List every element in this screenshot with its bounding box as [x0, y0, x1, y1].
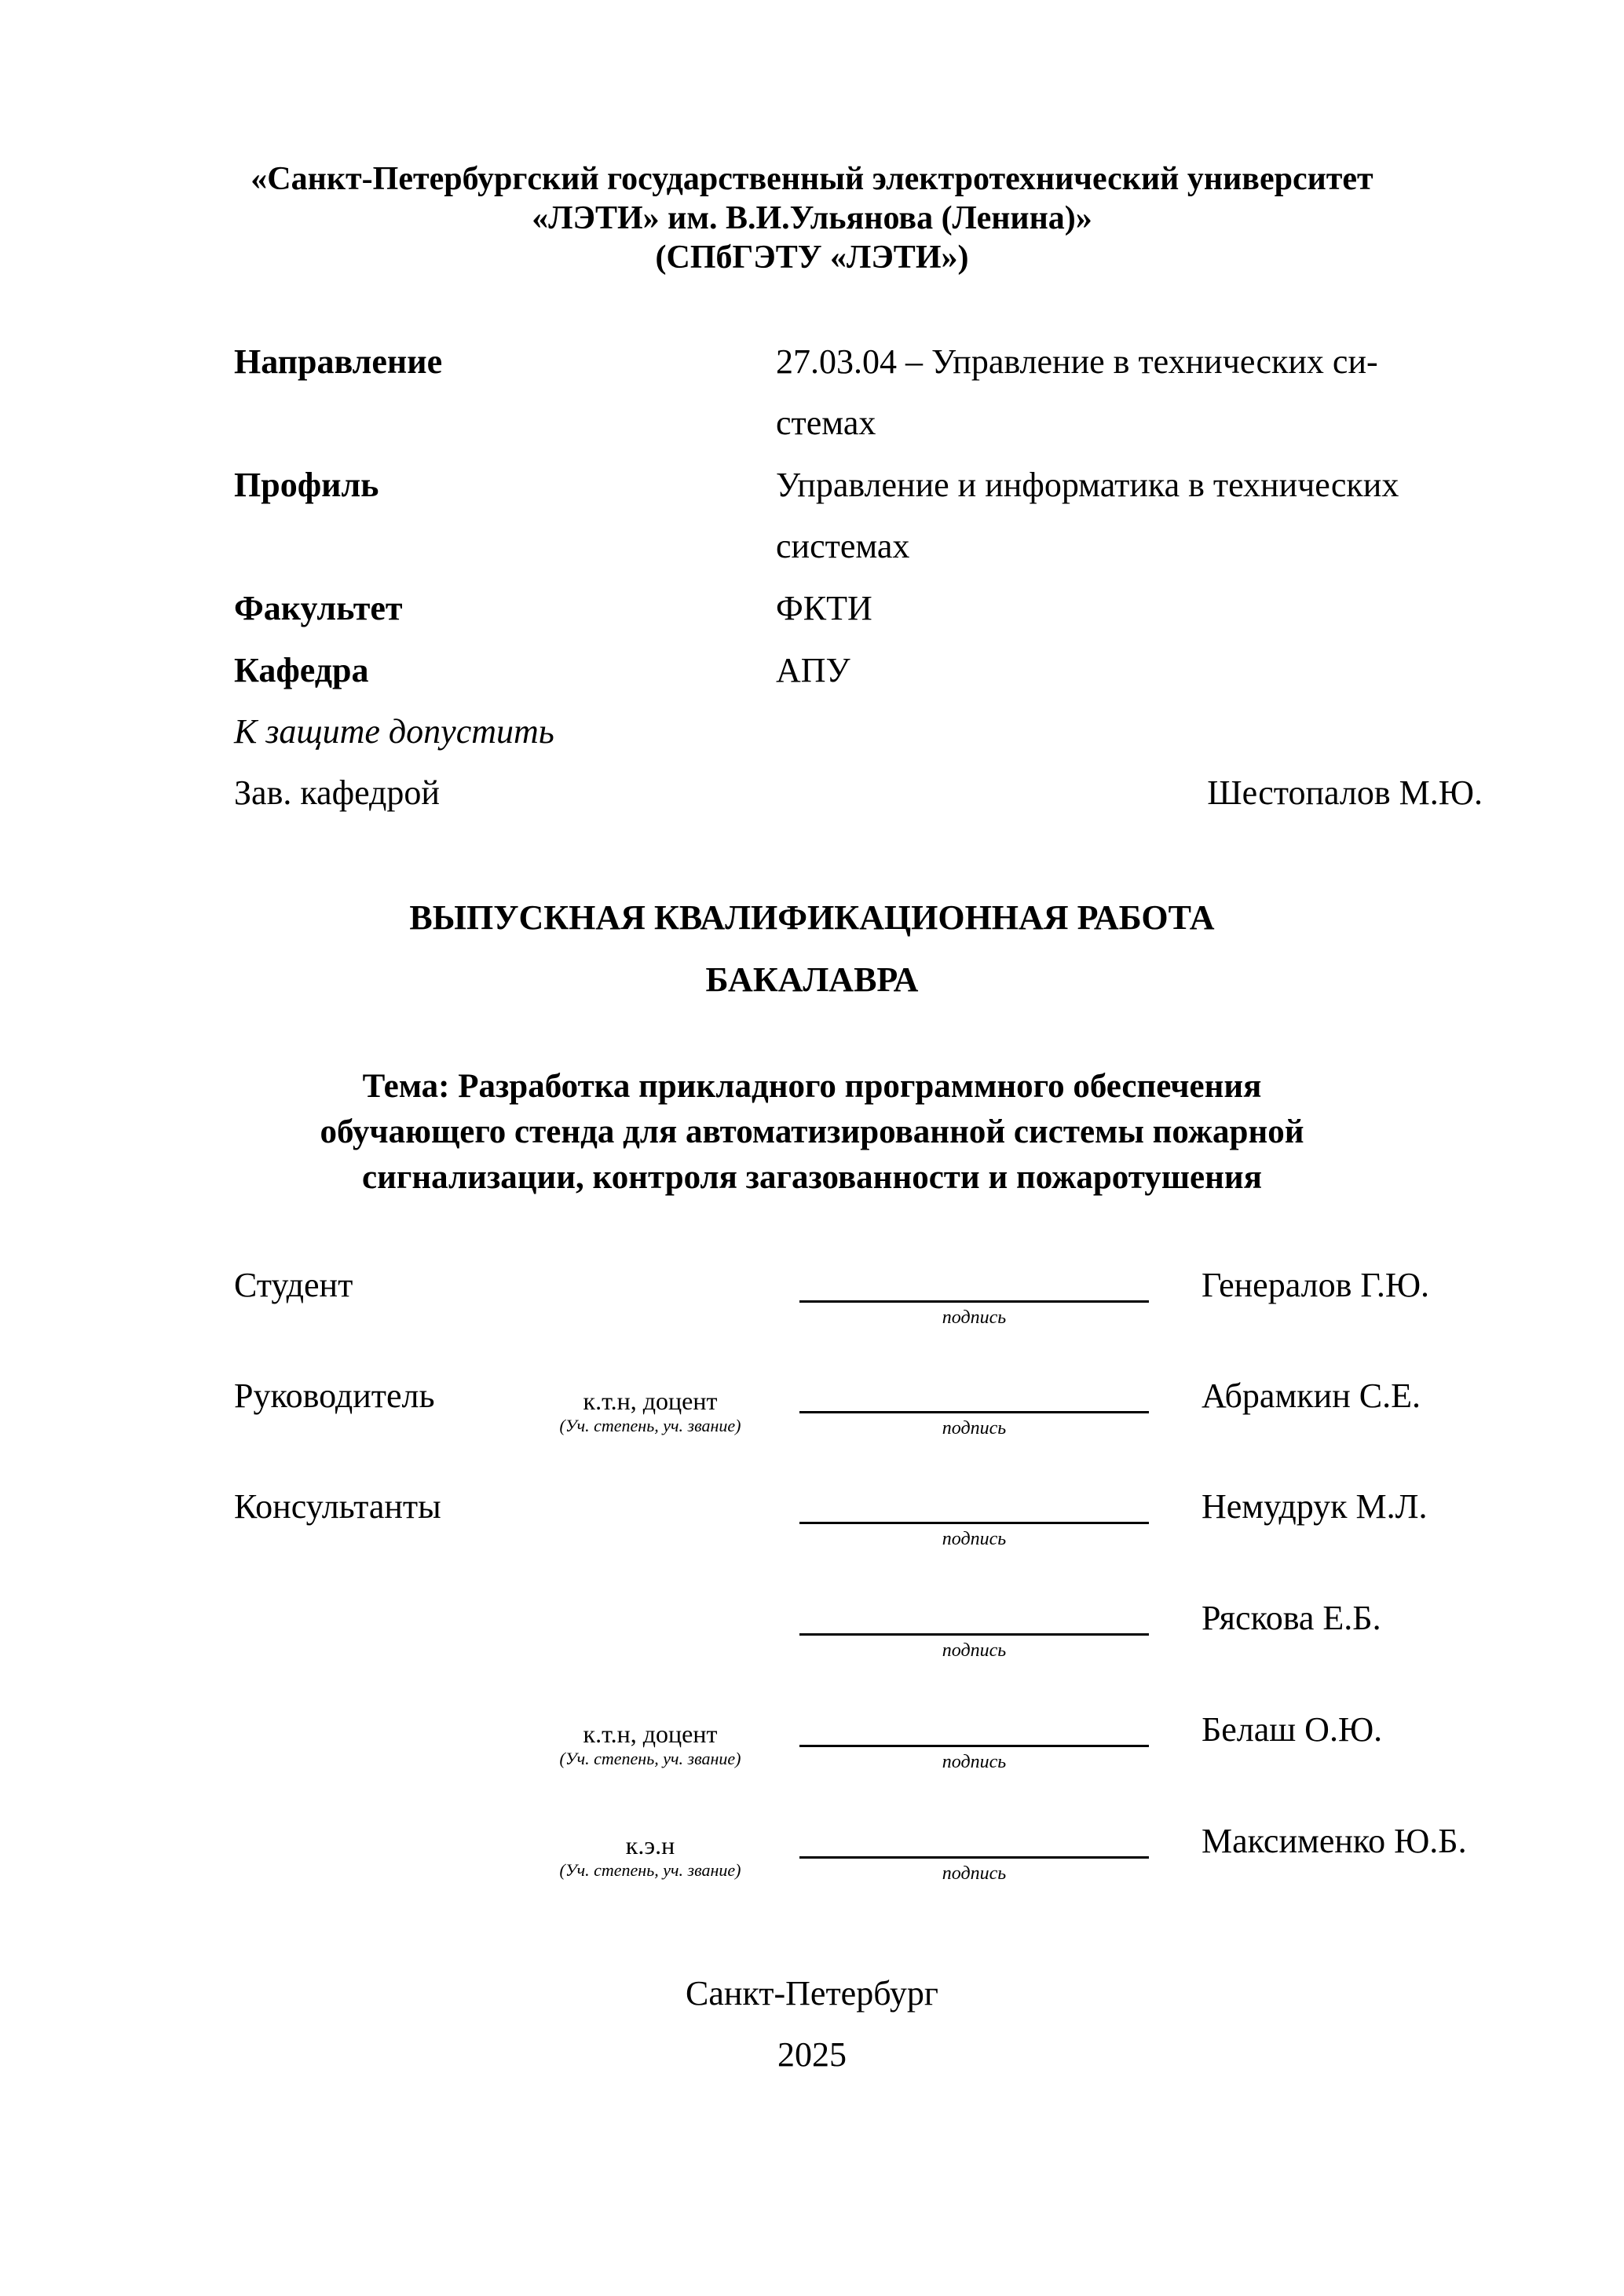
topic-line1: Тема: Разработка прикладного программного обеспечения: [362, 1068, 1262, 1105]
signature-role-student: Студент: [234, 1266, 353, 1304]
field-label-department: Кафедра: [234, 651, 369, 689]
footer-city: Санкт-Петербург: [686, 1974, 938, 2013]
footer-year: 2025: [777, 2035, 847, 2074]
university-name-line1: «Санкт-Петербургский государственный электротехнический университет: [251, 161, 1373, 197]
topic-line3: сигнализации, контроля загазованности и пожаротушения: [362, 1159, 1262, 1196]
field-value-faculty: ФКТИ: [776, 589, 872, 627]
signature-role-consultants: Консультанты: [234, 1487, 441, 1526]
signature-name-consultant-4: Максименко Ю.Б.: [1202, 1822, 1467, 1860]
signature-caption: подпись: [942, 1863, 1007, 1884]
signature-line: [799, 1411, 1149, 1413]
field-label-direction: Направление: [234, 342, 443, 381]
signature-caption: подпись: [942, 1418, 1007, 1439]
field-value-profile-line2: системах: [776, 527, 910, 565]
signature-line: [799, 1633, 1149, 1636]
signature-role-supervisor: Руководитель: [234, 1377, 435, 1415]
university-name-line2: «ЛЭТИ» им. В.И.Ульянова (Ленина)»: [532, 200, 1092, 236]
signature-name-student: Генералов Г.Ю.: [1202, 1266, 1430, 1304]
head-of-department-name: Шестопалов М.Ю.: [1207, 773, 1483, 812]
signature-caption: подпись: [942, 1529, 1007, 1549]
head-of-department-label: Зав. кафедрой: [234, 773, 440, 812]
signature-name-consultant-2: Ряскова Е.Б.: [1202, 1599, 1381, 1637]
degree-hint: (Уч. степень, уч. звание): [559, 1416, 741, 1435]
signature-name-supervisor: Абрамкин С.Е.: [1202, 1377, 1421, 1415]
signature-line: [799, 1856, 1149, 1859]
signature-line: [799, 1745, 1149, 1747]
degree-hint: (Уч. степень, уч. звание): [559, 1860, 741, 1880]
field-value-department: АПУ: [776, 651, 850, 689]
work-title-line2: БАКАЛАВРА: [705, 960, 919, 999]
field-value-direction-line1: 27.03.04 – Управление в технических си-: [776, 342, 1378, 381]
topic-line2: обучающего стенда для автоматизированной системы пожарной: [320, 1113, 1304, 1150]
university-abbreviation: (СПбГЭТУ «ЛЭТИ»): [655, 239, 969, 276]
signature-caption: подпись: [942, 1640, 1007, 1661]
approval-note: К защите допустить: [234, 712, 554, 751]
signature-caption: подпись: [942, 1307, 1007, 1328]
signature-name-consultant-3: Белаш О.Ю.: [1202, 1710, 1383, 1749]
consultant-3-degree: к.т.н, доцент: [583, 1720, 718, 1748]
field-value-direction-line2: стемах: [776, 404, 876, 442]
work-title-line1: ВЫПУСКНАЯ КВАЛИФИКАЦИОННАЯ РАБОТА: [409, 898, 1215, 937]
signature-caption: подпись: [942, 1752, 1007, 1772]
field-label-faculty: Факультет: [234, 589, 403, 627]
field-value-profile-line1: Управление и информатика в технических: [776, 466, 1399, 504]
field-label-profile: Профиль: [234, 466, 379, 504]
signature-name-consultant-1: Немудрук М.Л.: [1202, 1487, 1428, 1526]
degree-hint: (Уч. степень, уч. звание): [559, 1749, 741, 1768]
supervisor-degree: к.т.н, доцент: [583, 1387, 718, 1415]
consultant-4-degree: к.э.н: [625, 1831, 675, 1859]
signature-line: [799, 1300, 1149, 1303]
signature-line: [799, 1522, 1149, 1524]
